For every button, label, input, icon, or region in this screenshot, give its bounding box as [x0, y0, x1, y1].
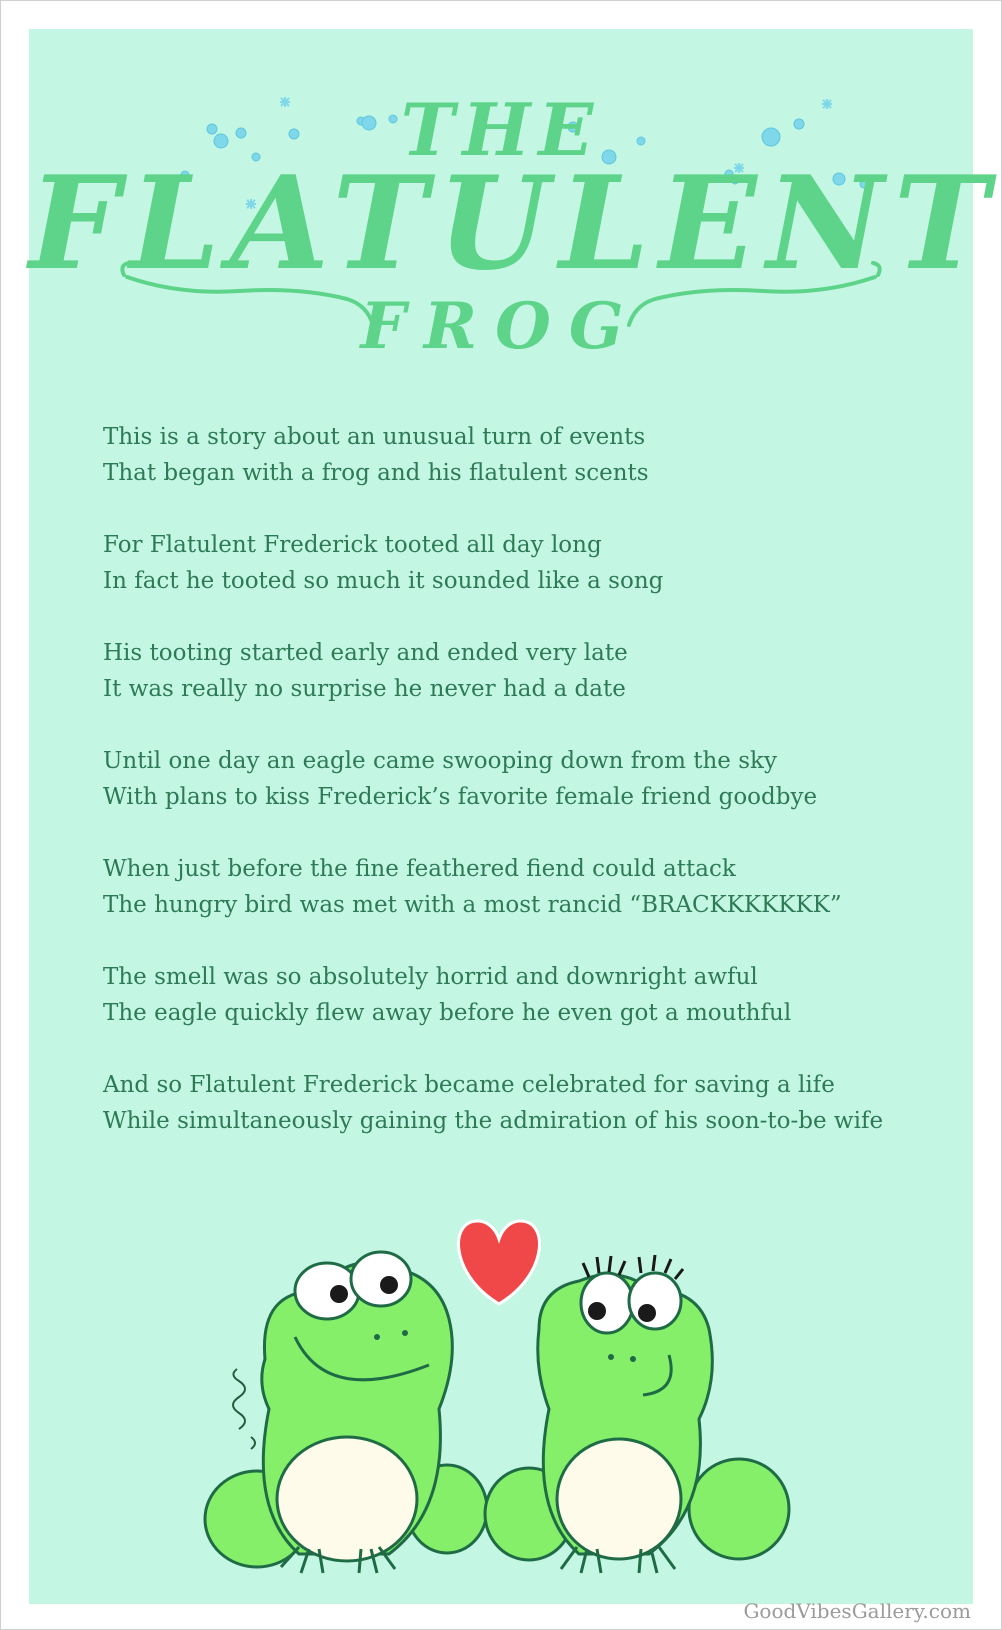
poem-line: With plans to kiss Frederick’s favorite female friend goodbye [103, 784, 818, 810]
title-line-frog: FROG [360, 289, 642, 364]
poem-line: His tooting started early and ended very late [103, 640, 628, 666]
poem-line: The eagle quickly flew away before he even got a mouthful [103, 1000, 792, 1026]
title-line-flatulent: FLATULENT [29, 149, 999, 299]
poem-line: While simultaneously gaining the admiration of his soon-to-be wife [103, 1108, 884, 1134]
poem-stanza [103, 635, 963, 707]
poem [103, 419, 963, 1175]
frog-female-icon [485, 1255, 789, 1573]
watermark: GoodVibesGallery.com [743, 1599, 971, 1623]
poem-line: When just before the fine feathered fiend could attack [103, 856, 736, 882]
frogs-illustration [199, 1209, 799, 1579]
title-line-the: THE [400, 87, 602, 172]
poem-line: In fact he tooted so much it sounded like a song [103, 568, 664, 594]
frog-male-icon [205, 1252, 487, 1573]
poem-stanza [103, 527, 963, 599]
poem-line: Until one day an eagle came swooping down from the sky [103, 748, 777, 774]
poem-line: That began with a frog and his flatulent scents [103, 460, 649, 486]
poem-stanza [103, 959, 963, 1031]
odor-squiggle-icon [233, 1369, 255, 1449]
poem-line: For Flatulent Frederick tooted all day long [103, 532, 602, 558]
poem-stanza [103, 851, 963, 923]
poster-panel [29, 29, 999, 1604]
heart-icon [459, 1221, 540, 1304]
poem-line: The smell was so absolutely horrid and downright awful [103, 964, 758, 990]
poem-line: And so Flatulent Frederick became celebrated for saving a life [103, 1072, 835, 1098]
poem-stanza [103, 1067, 963, 1139]
poem-line: This is a story about an unusual turn of events [103, 424, 646, 450]
poem-stanza [103, 743, 963, 815]
poem-line: The hungry bird was met with a most rancid “BRACKKKKKKK” [103, 892, 842, 918]
poem-stanza [103, 419, 963, 491]
poem-line: It was really no surprise he never had a date [103, 676, 626, 702]
